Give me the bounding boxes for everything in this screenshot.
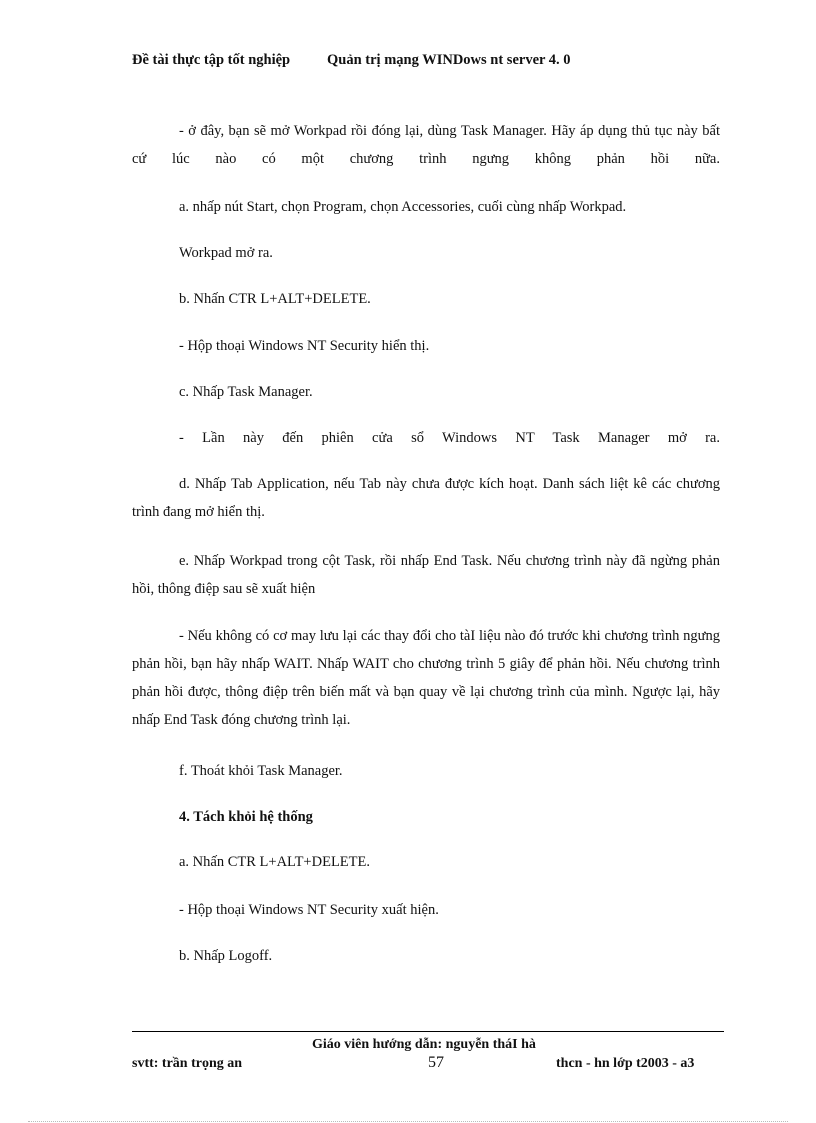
paragraph-step-e: e. Nhấp Workpad trong cột Task, rồi nhấp End Task. Nếu chương trình này đã ngừng phản hồi, thông điệp sau sẽ xuất hiện [132,553,720,597]
page-bottom-border [28,1121,788,1122]
header-thesis-title: Đề tài thực tập tốt nghiệp [132,52,291,68]
paragraph-step-f: f. Thoát khỏi Task Manager. [179,763,343,779]
header-course-title: Quản trị mạng WINDows nt server 4. 0 [327,52,571,68]
section-heading: 4. Tách khỏi hệ thống [179,809,313,825]
paragraph-logoff-dialog: - Hộp thoại Windows NT Security xuất hiện. [179,902,439,918]
paragraph-security-dialog: - Hộp thoại Windows NT Security hiển thị. [179,338,430,354]
footer-teacher: Giáo viên hướng dẫn: nguyễn tháI hà [312,1037,536,1052]
paragraph-logoff-step-a: a. Nhấn CTR L+ALT+DELETE. [179,854,370,870]
paragraph-logoff-step-b: b. Nhấp Logoff. [179,948,273,964]
paragraph-step-b: b. Nhấn CTR L+ALT+DELETE. [179,291,371,307]
paragraph-step-d: d. Nhấp Tab Application, nếu Tab này chưa được kích hoạt. Danh sách liệt kê các chương trình đang mở hiển thị. [132,476,720,520]
paragraph-wait-note: - Nếu không có cơ may lưu lại các thay đổi cho tàI liệu nào đó trước khi chương trình ngưng phản hồi, bạn hãy nhấp WAIT. Nhấp WAIT cho chương trình 5 giây để phản hồi. Nếu chương trình phản hồi được, thông điệp trên biến mất và bạn quay về lại chương trình của mình. Ngược lại, hãy nhấp End Task đóng chương trình lại. [132,628,720,728]
paragraph-intro: - ở đây, bạn sẽ mở Workpad rồi đóng lại, dùng Task Manager. Hãy áp dụng thủ tục này bất cứ lúc nào có một chương trình ngưng không phản hồi nữa. [132,123,720,167]
footer-divider [132,1031,724,1032]
paragraph-step-a: a. nhấp nút Start, chọn Program, chọn Accessories, cuối cùng nhấp Workpad. [179,199,627,215]
footer-student: svtt: trần trọng an [132,1056,243,1071]
paragraph-step-c: c. Nhấp Task Manager. [179,384,313,400]
paragraph-workpad-opens: Workpad mở ra. [179,245,273,261]
paragraph-task-manager-opens: - Lần này đến phiên cửa sổ Windows NT Task Manager mở ra. [179,430,720,446]
page-number: 57 [428,1054,444,1071]
footer-class: thcn - hn lớp t2003 - a3 [556,1056,695,1071]
